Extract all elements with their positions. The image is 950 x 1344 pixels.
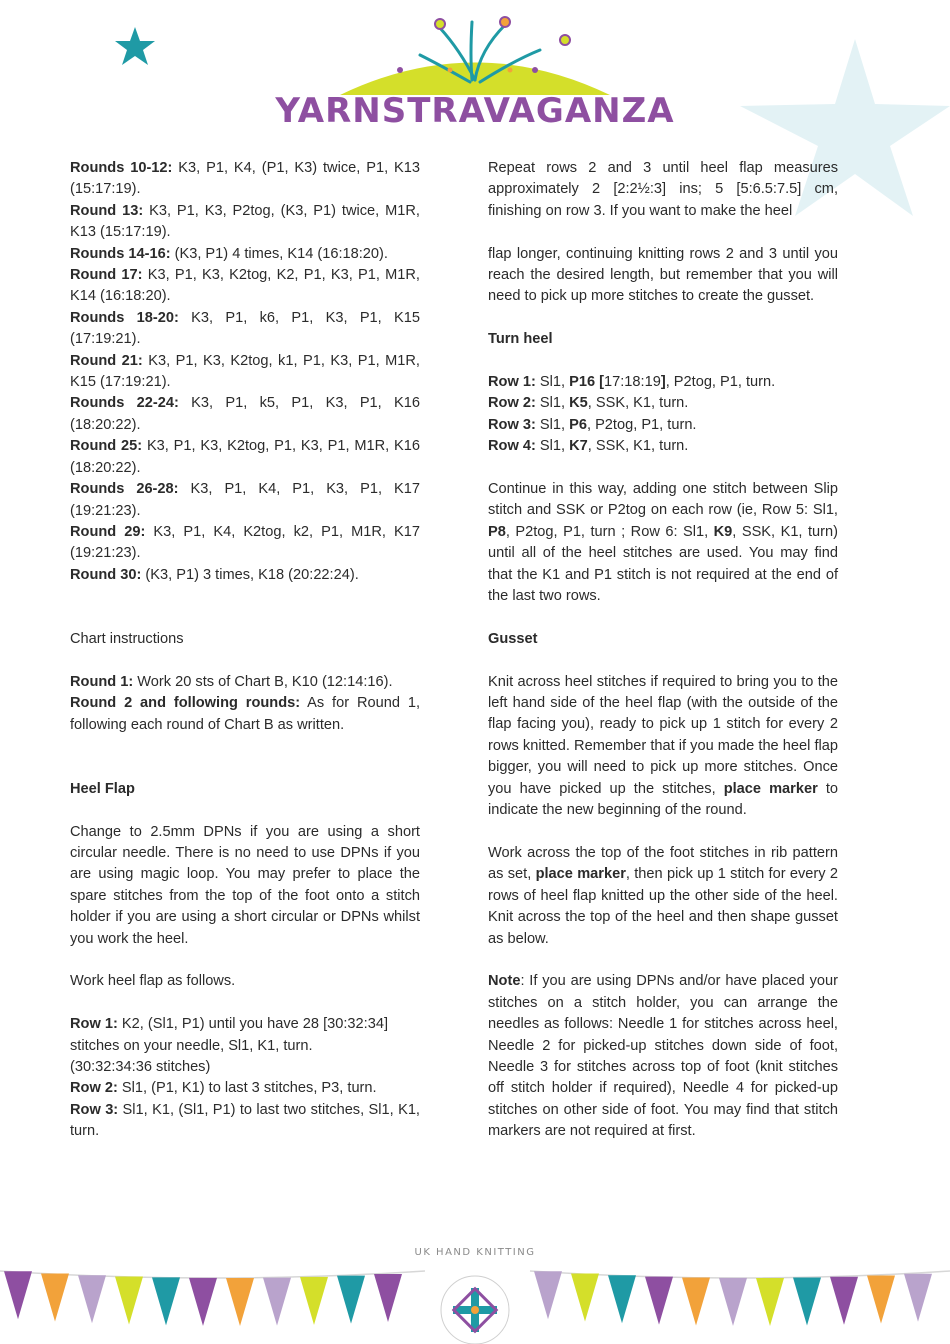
bunting-flag: [263, 1278, 291, 1326]
right-column: [488, 158, 838, 1143]
chart-round-2: Round 2 and following rounds: As for Round 1, following each round of Chart B as written.: [70, 695, 421, 733]
round-line: Round 25: K3, P1, K3, K2tog, P1, K3, P1, M1R, K16 (18:20:22).: [70, 438, 420, 476]
heel-row-1: Row 1: K2, (Sl1, P1) until you have 28 [30:32:34] stitches on your needle, Sl1, K1, turn.: [70, 1016, 388, 1054]
turn-heel-heading: Turn heel: [488, 331, 553, 348]
bunting-flag: [152, 1277, 180, 1325]
bunting-flag: [793, 1278, 821, 1326]
turn-heel-row-2: Row 2: Sl1, K5, SSK, K1, turn.: [488, 395, 689, 412]
bunting-flag: [756, 1278, 784, 1326]
heel-flap-work: Work heel flap as follows.: [70, 973, 236, 990]
bunting-flag: [719, 1278, 747, 1326]
logo-wordmark: YARNSTRAVAGANZA: [275, 91, 675, 131]
bunting-flag: [534, 1271, 562, 1319]
yarnstravaganza-logo: [275, 10, 675, 135]
bunting-flag: [571, 1273, 599, 1321]
round-line: Round 30: (K3, P1) 3 times, K18 (20:22:24).: [70, 566, 359, 583]
bunting-flag: [41, 1273, 69, 1321]
repeat-paragraph-b: flap longer, continuing knitting rows 2 and 3 until you reach the desired length, but remember that you will need to pick up more stitches to create the gusset.: [488, 245, 838, 305]
heel-row-2: Row 2: Sl1, (P1, K1) to last 3 stitches, P3, turn.: [70, 1080, 377, 1097]
work-across-paragraph: Work across the top of the foot stitches in rib pattern as set, place marker, then pick up 1 stitch for every 2 rows of heel flap knitted up the other side of the heel. Knit across the top of the heel and then shape gusset as below.: [488, 844, 839, 947]
bunting-flag: [682, 1277, 710, 1325]
repeat-paragraph-a: Repeat rows 2 and 3 until heel flap measures approximately 2 [2:2½:3] ins; 5 [5:6.5:7.5] cm, finishing on row 3. If you want to make the heel: [488, 160, 838, 219]
yarn-ball-icon: [560, 35, 570, 45]
uk-hand-knitting-logo: [415, 1247, 536, 1344]
bunting-flag: [337, 1276, 365, 1324]
heel-row-1-extra: (30:32:34:36 stitches): [70, 1058, 211, 1075]
bunting-flag: [904, 1274, 932, 1322]
yarn-ball-icon: [435, 19, 445, 29]
round-line: Rounds 10-12: K3, P1, K4, (P1, K3) twice, P1, K13 (15:17:19).: [70, 160, 420, 198]
chart-round-1: Round 1: Work 20 sts of Chart B, K10 (12:14:16).: [70, 673, 393, 690]
gusset-heading: Gusset: [488, 630, 538, 647]
heel-row-3: Row 3: Sl1, K1, (Sl1, P1) to last two stitches, Sl1, K1, turn.: [70, 1101, 420, 1140]
bunting-flag: [374, 1274, 402, 1322]
bunting-flag: [645, 1277, 673, 1325]
chart-instructions-heading: Chart instructions: [70, 630, 184, 647]
bunting-flag: [830, 1277, 858, 1325]
gusset-paragraph: Knit across heel stitches if required to bring you to the left hand side of the heel flap (with the outside of the flap facing you), ready to pick up 1 stitch for every 2 rows knitted. Remember that if you made the heel flap bigger, you will need to pick up more stitches. Once you have picked up the stitches, place marker to indicate the new beginning of the round.: [488, 673, 838, 819]
round-line: Rounds 22-24: K3, P1, k5, P1, K3, P1, K16 (18:20:22).: [70, 395, 421, 433]
note-paragraph: Note: If you are using DPNs and/or have placed your stitches on a stitch holder, you can arrange the needles as follows: Needle 1 for stitches across heel, Needle 2 for picked-up stitches down side of foot, Needle 3 for stitches across top of foot (knit stitches off stitch holder if required), Needle 4 for picked-up stitches on other side of foot. You may find that stitch markers are not required at first.: [488, 973, 838, 1140]
round-line: Rounds 14-16: (K3, P1) 4 times, K14 (16:18:20).: [70, 245, 388, 262]
bunting-flag: [115, 1277, 143, 1325]
bunting-flag: [78, 1275, 106, 1323]
round-line: Round 21: K3, P1, K3, K2tog, k1, P1, K3, P1, M1R, K15 (17:19:21).: [70, 352, 420, 391]
bunting-flag: [4, 1271, 32, 1319]
round-line: Rounds 18-20: K3, P1, k6, P1, K3, P1, K15 (17:19:21).: [70, 309, 421, 348]
rounds-list: [70, 158, 420, 586]
yarn-ball-icon: [500, 17, 510, 27]
bunting-flag: [226, 1278, 254, 1326]
bunting-footer: [0, 1225, 950, 1344]
round-line: Round 17: K3, P1, K3, K2tog, K2, P1, K3, P1, M1R, K14 (16:18:20).: [70, 267, 420, 305]
bunting-flag: [189, 1278, 217, 1326]
heel-flap-heading: Heel Flap: [70, 780, 135, 797]
turn-heel-row-1: Row 1: Sl1, P16 [17:18:19], P2tog, P1, turn.: [488, 374, 776, 391]
bunting-flag: [608, 1275, 636, 1323]
continue-paragraph: Continue in this way, adding one stitch between Slip stitch and SSK or P2tog on each row (ie, Row 5: Sl1, P8, P2tog, P1, turn ; Row 6: Sl1, K9, SSK, K1, turn) until all of the heel stitches are used. You may find that the K1 and P1 stitch is not required at the end of the last two rows.: [488, 481, 838, 605]
turn-heel-row-4: Row 4: Sl1, K7, SSK, K1, turn.: [488, 438, 689, 455]
bunting-flag: [300, 1277, 328, 1325]
round-line: Rounds 26-28: K3, P1, K4, P1, K3, P1, K17 (19:21:23).: [70, 481, 420, 519]
teal-star-icon: [113, 26, 157, 68]
bunting-flag: [867, 1275, 895, 1323]
footer-logo-text: UK HAND KNITTING: [414, 1247, 536, 1258]
round-line: Round 29: K3, P1, K4, K2tog, k2, P1, M1R, K17 (19:21:23).: [70, 523, 420, 562]
round-line: Round 13: K3, P1, K3, P2tog, (K3, P1) twice, M1R, K13 (15:17:19).: [70, 202, 420, 241]
heel-flap-intro: Change to 2.5mm DPNs if you are using a short circular needle. There is no need to use DPNs if you are using magic loop. You may prefer to place the spare stitches from the top of the foot onto a stitch holder if you are using a short circular or DPNs whilst you work the heel.: [70, 823, 420, 947]
turn-heel-row-3: Row 3: Sl1, P6, P2tog, P1, turn.: [488, 416, 697, 433]
left-column: [70, 158, 420, 1143]
